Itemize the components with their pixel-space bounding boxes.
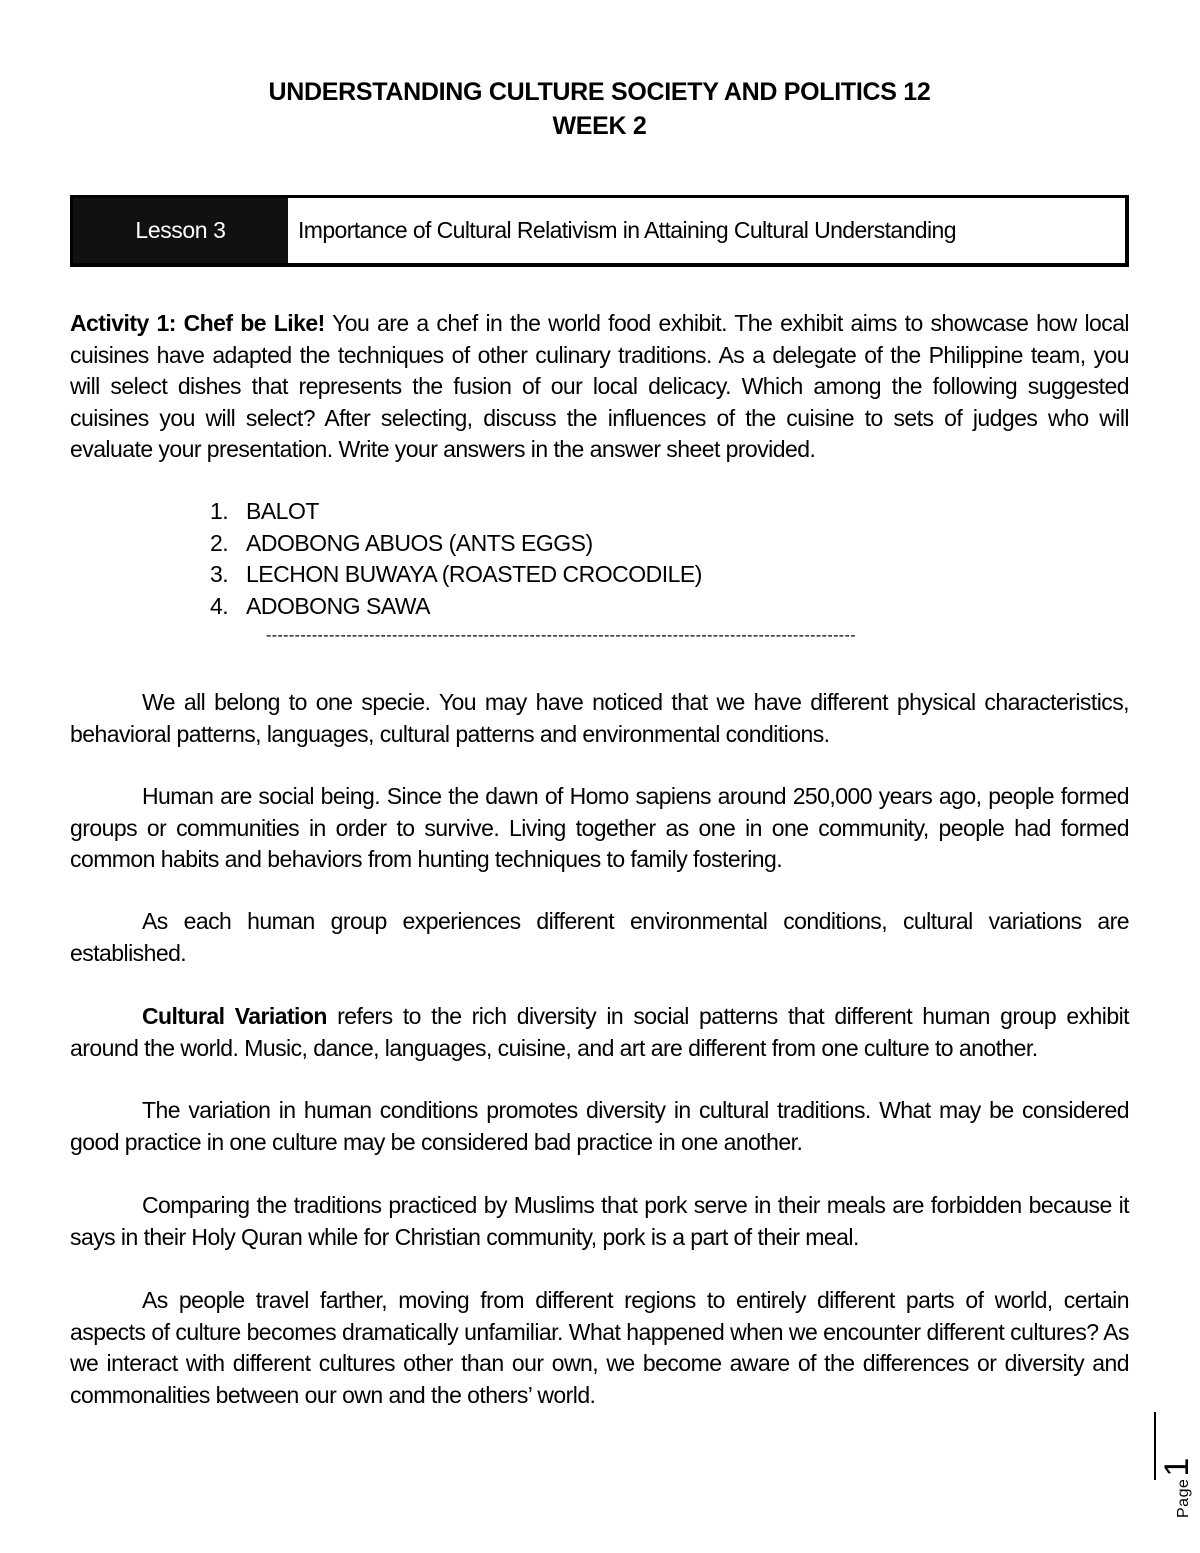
list-item <box>210 496 702 528</box>
paragraph-text: As each human group experiences different environmental conditions, cultural variations are established. <box>70 908 1129 966</box>
page-number-rule <box>1154 1412 1156 1480</box>
paragraph-text: refers to the rich diversity in social patterns that different human group exhibit around the world. Music, dance, languages, cuisine, and art are different from one culture to another. <box>70 1003 1130 1061</box>
list-item-label: ADOBONG ABUOS (ANTS EGGS) <box>246 529 593 556</box>
list-item-number: 4. <box>210 592 229 619</box>
list-item-number: 1. <box>210 498 229 524</box>
body-paragraph-3 <box>70 906 1129 969</box>
lesson-header-box <box>70 195 1129 267</box>
activity-heading: Activity 1: Chef be Like! <box>70 310 325 336</box>
paragraph-text: We all belong to one specie. You may have noticed that we have different physical characteristics, behavioral patterns, languages, cultural patterns and environmental conditions. <box>70 689 1129 747</box>
list-item-number: 2. <box>210 529 229 556</box>
body-paragraph-2 <box>70 781 1129 876</box>
page-number: 1 <box>1158 1457 1196 1477</box>
lesson-title: Importance of Cultural Relativism in Attaining Cultural Understanding <box>298 217 956 243</box>
body-paragraph-7 <box>70 1285 1129 1411</box>
list-item-label: BALOT <box>246 498 319 524</box>
paragraph-text: Human are social being. Since the dawn of Homo sapiens around 250,000 years ago, people formed groups or communities in order to survive. Living together as one in one community, people had formed common habits and behaviors from hunting techniques to family fostering. <box>70 783 1129 872</box>
document-title: UNDERSTANDING CULTURE SOCIETY AND POLITICS 12 <box>268 78 931 106</box>
body-paragraph-5 <box>70 1095 1129 1158</box>
dashed-divider: ------------------------------------------------------------------------------------------------------- <box>266 627 856 644</box>
body-paragraph-6 <box>70 1190 1129 1253</box>
page-number-footer <box>1152 1410 1196 1520</box>
document-subtitle-week: WEEK 2 <box>552 112 647 140</box>
page-number-label <box>1158 1458 1197 1518</box>
paragraph-text: Comparing the traditions practiced by Muslims that pork serve in their meals are forbidden because it says in their Holy Quran while for Christian community, pork is a part of their meal. <box>70 1192 1129 1250</box>
lesson-number: Lesson 3 <box>73 198 288 263</box>
page-word: Page <box>1175 1478 1192 1518</box>
body-paragraph-4 <box>70 1001 1129 1064</box>
body-paragraph-1 <box>70 687 1129 750</box>
list-item <box>210 591 702 623</box>
dish-list <box>210 496 702 622</box>
paragraph-text: The variation in human conditions promotes diversity in cultural traditions. What may be considered good practice in one culture may be considered bad practice in one another. <box>70 1097 1129 1155</box>
list-item <box>210 559 702 591</box>
activity-paragraph <box>70 308 1129 466</box>
activity-text: You are a chef in the world food exhibit. The exhibit aims to showcase how local cuisines have adapted the techniques of other culinary traditions. As a delegate of the Philippine team, you will select dishes that represents the fusion of our local delicacy. Which among the following suggested cuisines you will select? After selecting, discuss the influences of the cuisine to sets of judges who will evaluate your presentation. Write your answers in the answer sheet provided. <box>70 310 1129 462</box>
list-item-number: 3. <box>210 561 229 587</box>
paragraph-text: As people travel farther, moving from different regions to entirely different parts of world, certain aspects of culture becomes dramatically unfamiliar. What happened when we encounter different cultures? As we interact with different cultures other than our own, we become aware of the differences or diversity and commonalities between our own and the others’ world. <box>70 1287 1129 1408</box>
defined-term: Cultural Variation <box>142 1003 327 1029</box>
list-item-label: ADOBONG SAWA <box>246 592 430 619</box>
list-item-label: LECHON BUWAYA (ROASTED CROCODILE) <box>246 561 702 587</box>
list-item <box>210 528 702 560</box>
